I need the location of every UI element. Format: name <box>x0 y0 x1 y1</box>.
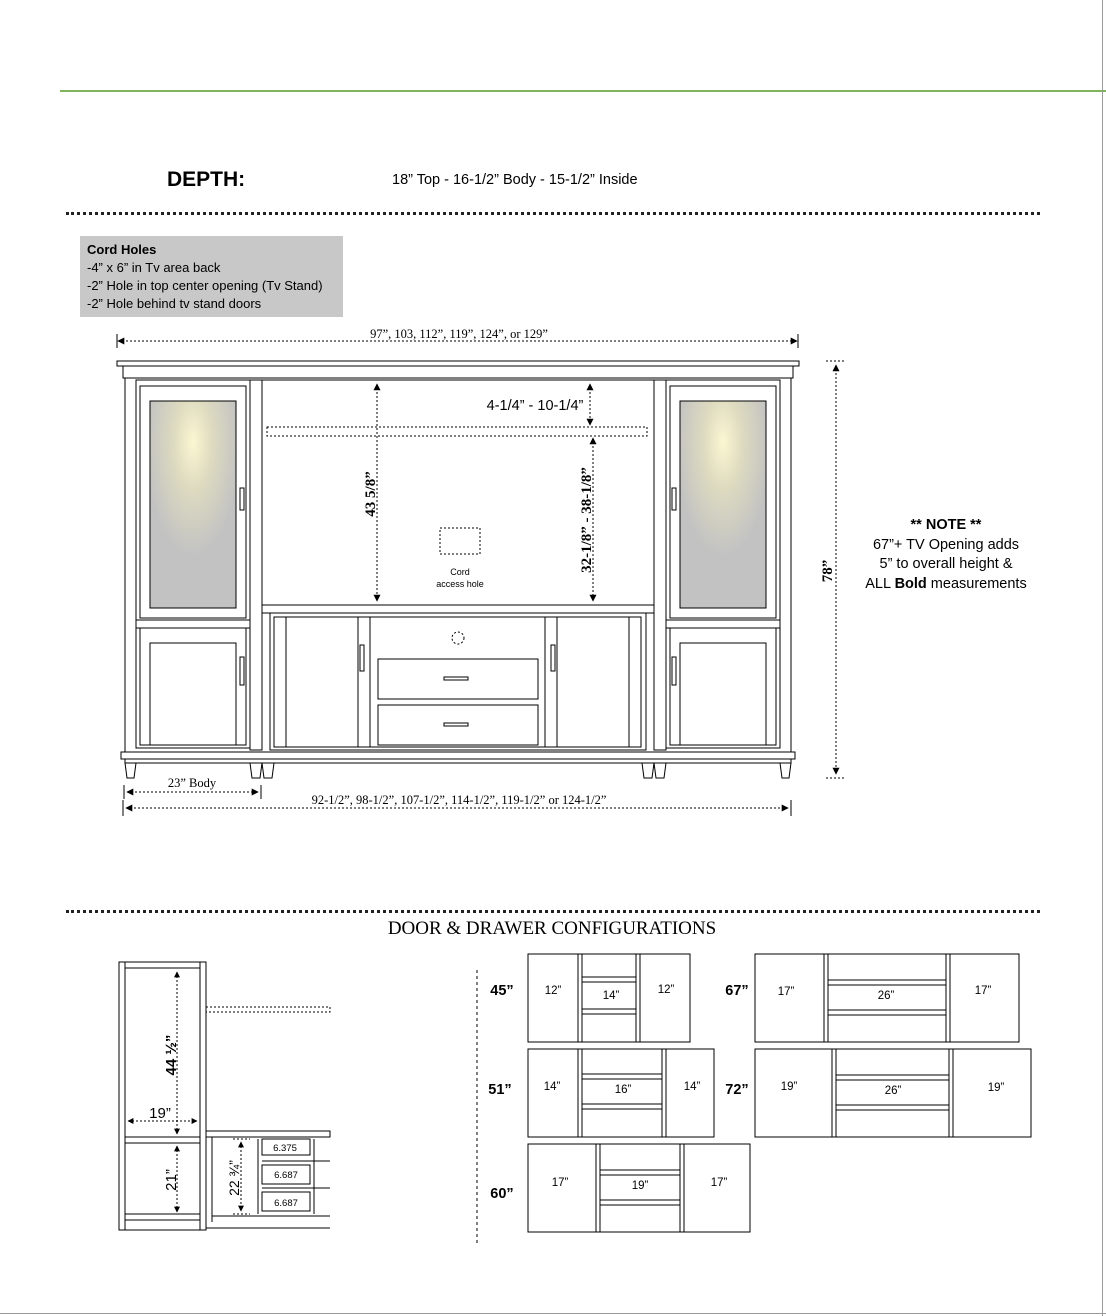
config-right-width: 17” <box>974 985 992 997</box>
config-left-width: 19” <box>780 1081 798 1093</box>
config-left-width: 17” <box>777 986 795 998</box>
note-line-3-bold: Bold <box>894 575 927 592</box>
tv-height-dimension: 32-1/8” - 38-1/8” <box>579 467 595 573</box>
config-center-width: 16” <box>614 1084 632 1096</box>
config-left-width: 17” <box>551 1177 569 1189</box>
drawer-height-label: 6.375 <box>273 1143 297 1154</box>
cord-access-label-2: access hole <box>436 579 484 589</box>
note-line-3-prefix: ALL <box>865 575 895 592</box>
config-size-label: 72” <box>725 1082 749 1098</box>
depth-label: DEPTH: <box>167 168 246 191</box>
config-right-width: 12” <box>657 984 675 996</box>
drawer-height-label: 6.687 <box>274 1198 298 1209</box>
config-center-width: 26” <box>884 1085 902 1097</box>
drawer-height-label: 6.687 <box>274 1170 298 1181</box>
config-60 <box>490 1144 750 1232</box>
opening-height-dimension: 43 5/8” <box>363 471 379 517</box>
config-center-width: 19” <box>631 1180 649 1192</box>
note-line-1: 67”+ TV Opening adds <box>872 536 1020 553</box>
note-line-3-suffix: measurements <box>926 575 1027 592</box>
config-67 <box>725 954 1019 1042</box>
config-right-width: 19” <box>987 1082 1005 1094</box>
cord-hole-item: -2” Hole in top center opening (Tv Stand) <box>87 278 323 293</box>
config-center-width: 26” <box>877 990 895 1002</box>
cord-holes-title: Cord Holes <box>87 242 157 257</box>
config-45 <box>490 954 690 1042</box>
drawer-stack-height-dimension: 22 ¾” <box>226 1160 242 1196</box>
config-size-label: 51” <box>488 1082 512 1098</box>
config-size-label: 60” <box>490 1186 514 1202</box>
gap-height-dimension: 4-1/4” - 10-1/4” <box>486 398 584 414</box>
config-right-width: 17” <box>710 1177 728 1189</box>
section-width-dimension: 19” <box>149 1105 171 1122</box>
top-width-dimension: 97”, 103, 112”, 119”, 124”, or 129” <box>370 327 548 341</box>
config-size-label: 67” <box>725 983 749 999</box>
overall-height-dimension: 78” <box>820 559 836 583</box>
cord-hole-item: -4” x 6” in Tv area back <box>87 260 221 275</box>
note-title: ** NOTE ** <box>910 517 982 533</box>
depth-value: 18” Top - 16-1/2” Body - 15-1/2” Inside <box>392 172 638 188</box>
config-center-width: 14” <box>602 990 620 1002</box>
cord-hole-item: -2” Hole behind tv stand doors <box>87 296 262 311</box>
cord-access-label-1: Cord <box>450 567 470 577</box>
config-left-width: 14” <box>543 1081 561 1093</box>
config-left-width: 12” <box>544 985 562 997</box>
config-72 <box>725 1049 1031 1137</box>
config-size-label: 45” <box>490 983 514 999</box>
config-right-width: 14” <box>683 1081 701 1093</box>
bottom-width-dimension: 92-1/2”, 98-1/2”, 107-1/2”, 114-1/2”, 119-1/2” or 124-1/2” <box>311 793 607 807</box>
config-51 <box>488 1049 714 1137</box>
body-width-dimension: 23” Body <box>167 776 217 790</box>
upper-height-dimension: 44 ½” <box>163 1034 180 1076</box>
note-line-2: 5” to overall height & <box>879 556 1013 572</box>
lower-height-dimension: 21” <box>163 1169 180 1191</box>
configurations-title: DOOR & DRAWER CONFIGURATIONS <box>387 918 717 939</box>
